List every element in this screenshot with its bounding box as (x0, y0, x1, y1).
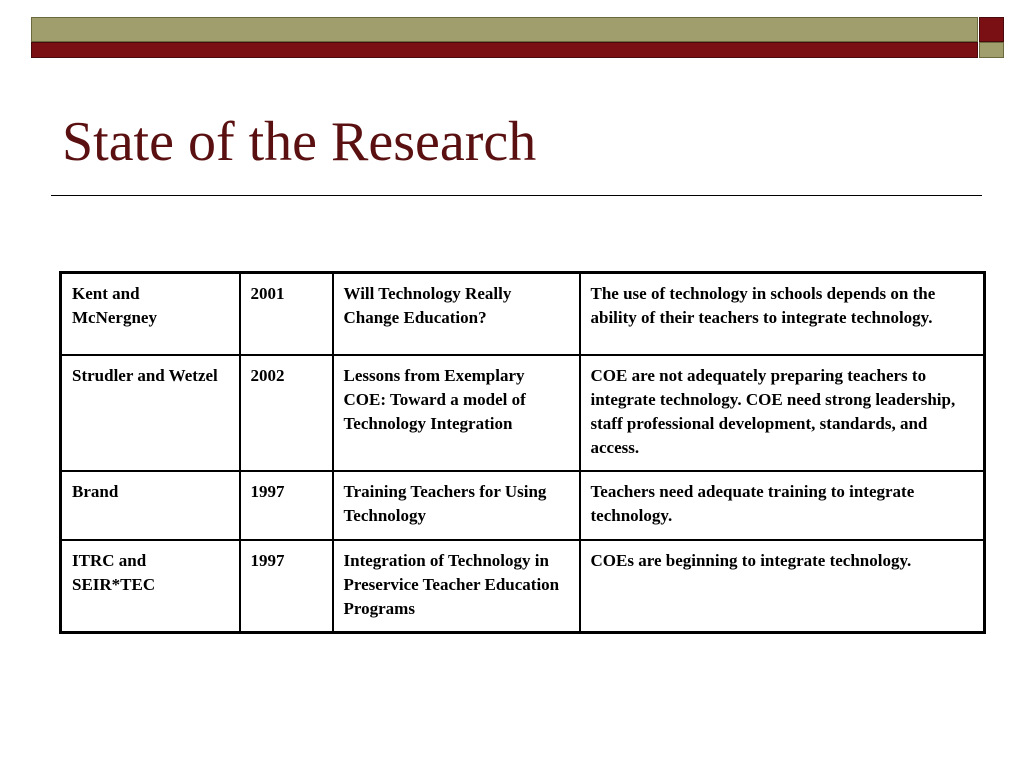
study-title-cell: Lessons from Exemplary COE: Toward a model of Technology Integration (333, 355, 580, 471)
header-banner-olive (31, 17, 978, 42)
finding-cell: The use of technology in schools depends on the ability of their teachers to integrate technology. (580, 273, 985, 355)
study-title-cell: Will Technology Really Change Education? (333, 273, 580, 355)
author-cell: Brand (61, 471, 240, 540)
author-cell: Kent and McNergney (61, 273, 240, 355)
year-cell: 2002 (240, 355, 333, 471)
title-divider (51, 195, 982, 196)
finding-cell: Teachers need adequate training to integrate technology. (580, 471, 985, 540)
table-row (61, 540, 985, 633)
header-banner-maroon (31, 42, 978, 58)
header-banner-square-bottom (979, 42, 1004, 58)
table-row (61, 471, 985, 540)
year-cell: 1997 (240, 471, 333, 540)
table-row (61, 355, 985, 471)
finding-cell: COEs are beginning to integrate technology. (580, 540, 985, 633)
author-cell: ITRC and SEIR*TEC (61, 540, 240, 633)
finding-cell: COE are not adequately preparing teachers to integrate technology. COE need strong leadership, staff professional development, standards, and access. (580, 355, 985, 471)
header-banner-square-top (979, 17, 1004, 42)
slide-title: State of the Research (62, 111, 537, 173)
year-cell: 1997 (240, 540, 333, 633)
study-title-cell: Integration of Technology in Preservice Teacher Education Programs (333, 540, 580, 633)
study-title-cell: Training Teachers for Using Technology (333, 471, 580, 540)
research-table (59, 271, 986, 634)
author-cell: Strudler and Wetzel (61, 355, 240, 471)
table-row (61, 273, 985, 355)
year-cell: 2001 (240, 273, 333, 355)
